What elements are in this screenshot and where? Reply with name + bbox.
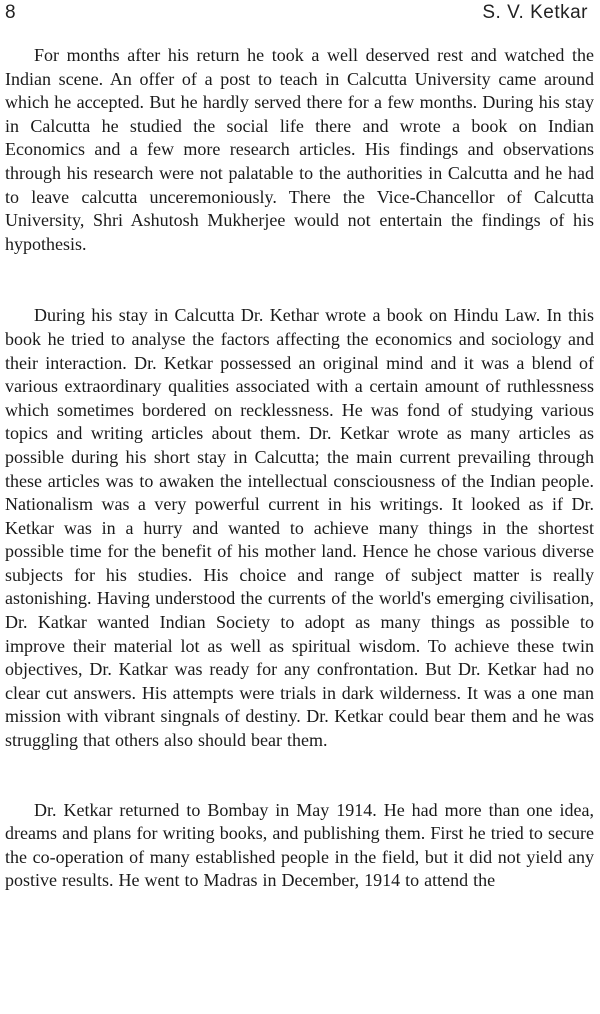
body-text <box>5 44 594 893</box>
page-header <box>0 2 600 32</box>
page-number: 8 <box>5 2 16 23</box>
paragraph-3: Dr. Ketkar returned to Bombay in May 1914. He had more than one idea, dreams and plans for writing books, and publishing them. First he tried to secure the co-operation of many established people in the field, but it did not yield any postive results. He went to Madras in December, 1914 to attend the <box>5 799 594 891</box>
running-head: S. V. Ketkar <box>482 2 588 23</box>
paragraph-2: During his stay in Calcutta Dr. Kethar wrote a book on Hindu Law. In this book he tried to analyse the factors affecting the economics and sociology and their interaction. Dr. Ketkar possessed an original mind and it was a blend of various extraordinary qualities associated with a certain amount of ruthlessness which sometimes bordered on recklessness. He was fond of studying various topics and writing articles about them. Dr. Ketkar wrote as many articles as possible during his short stay in Calcutta; the main current prevailing through these articles was to awaken the intellectual consciousness of the Indian people. Nationalism was a very powerful current in his writings. It looked as if Dr. Ketkar was in a hurry and wanted to achieve many things in the shortest possible time for the benefit of his mother land. Hence he chose various diverse subjects for his studies. His choice and range of subject matter is really astonishing. Having understood the currents of the world's emerging civilisation, Dr. Katkar wanted Indian Society to adopt as many things as possible to improve their material lot as well as spiritual wisdom. To achieve these twin objectives, Dr. Katkar was ready for any confrontation. But Dr. Ketkar had no clear cut answers. His attempts were trials in dark wilderness. It was a one man mission with vibrant singnals of destiny. Dr. Ketkar could bear them and he was struggling that others also should bear them. <box>5 305 594 751</box>
paragraph-1: For months after his return he took a well deserved rest and watched the Indian scene. An offer of a post to teach in Calcutta University came around which he accepted. But he hardly served there for a few months. During his stay in Calcutta he studied the social life there and wrote a book on Indian Economics and a few more research articles. His findings and observations through his research were not palatable to the authorities in Calcutta and he had to leave calcutta unceremoniously. There the Vice-Chancellor of Calcutta University, Shri Ashutosh Mukherjee would not entertain the findings of his hypothesis. <box>5 45 594 254</box>
